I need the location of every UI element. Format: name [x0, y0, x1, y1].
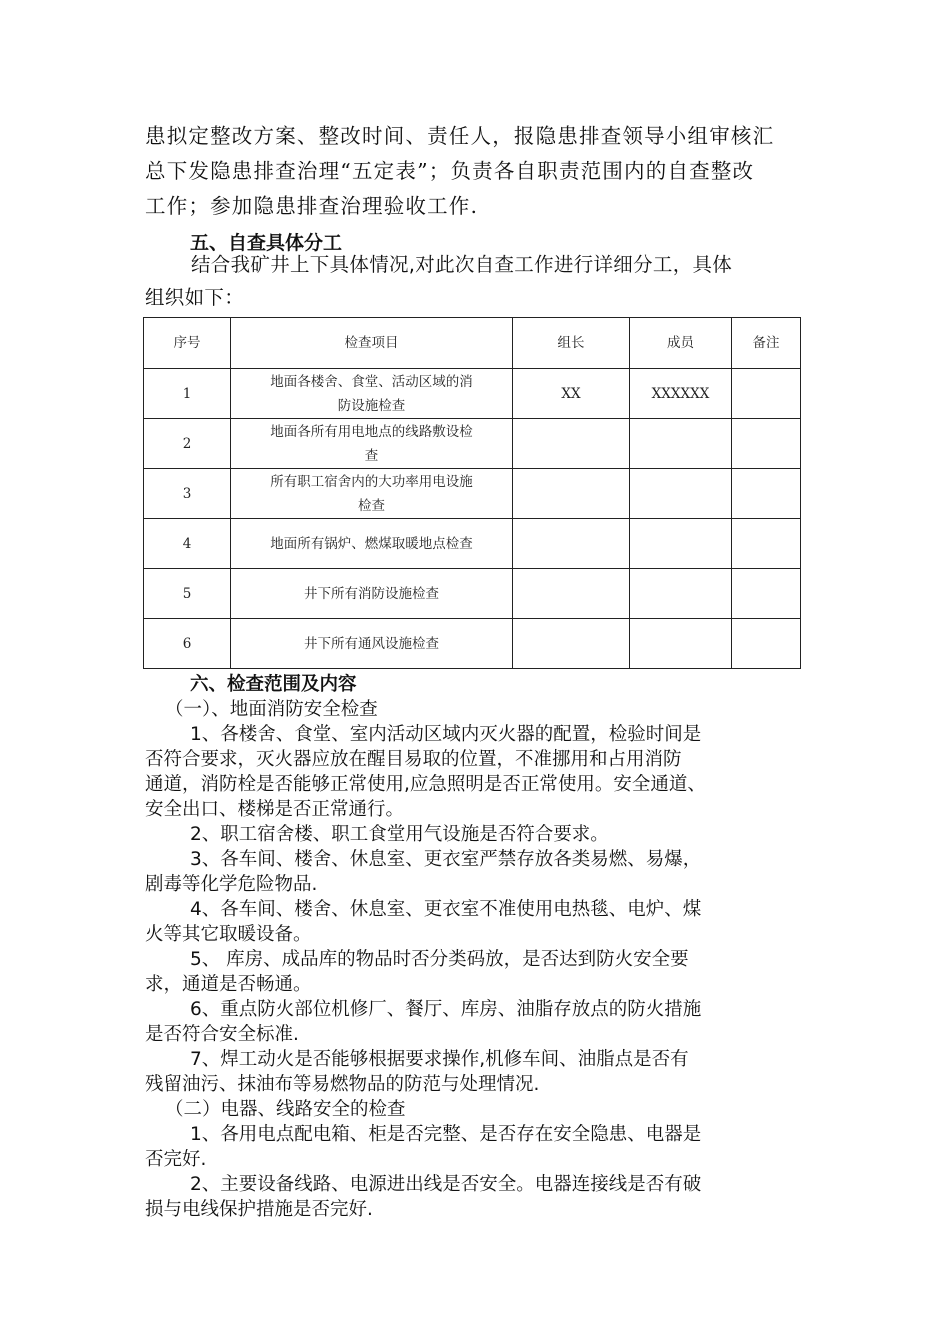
subsection-heading: （一）、地面消防安全检查 — [165, 699, 378, 720]
cell-members — [630, 469, 732, 519]
body-line: 2、主要设备线路、电源进出线是否安全。电器连接线是否有破 — [190, 1174, 702, 1195]
cell-members — [630, 619, 732, 669]
table-row — [144, 519, 801, 569]
table-header-row — [144, 318, 801, 369]
cell-no: 2 — [144, 419, 231, 469]
body-line: 否完好. — [145, 1149, 207, 1170]
body-line: 3、各车间、楼舍、休息室、更衣室严禁存放各类易燃、易爆， — [190, 849, 702, 870]
body-line: 损与电线保护措施是否完好. — [145, 1199, 373, 1220]
section-5-intro — [145, 248, 815, 314]
cell-note — [732, 519, 801, 569]
section-6-lines — [145, 697, 825, 1222]
cell-leader: XX — [513, 369, 630, 419]
body-line: 剧毒等化学危险物品. — [145, 874, 318, 895]
paragraph-line: 总下发隐患排查治理“五定表”；负责各自职责范围内的自查整改 — [145, 159, 755, 183]
cell-item: 井下所有通风设施检查 — [231, 619, 513, 669]
cell-note — [732, 569, 801, 619]
table-row — [144, 469, 801, 519]
body-line: 5、 库房、成品库的物品时否分类码放，是否达到防火安全要 — [190, 949, 689, 970]
assignment-table — [143, 317, 801, 669]
section-6-heading: 六、检查范围及内容 — [190, 674, 357, 695]
body-line: 火等其它取暖设备。 — [145, 924, 312, 945]
body-line: 4、各车间、楼舍、休息室、更衣室不准使用电热毯、电炉、煤 — [190, 899, 702, 920]
cell-no: 4 — [144, 519, 231, 569]
body-line: 否符合要求，灭火器应放在醒目易取的位置，不准挪用和占用消防 — [145, 749, 682, 770]
cell-members — [630, 519, 732, 569]
body-line: 1、各楼舍、食堂、室内活动区域内灭火器的配置，检验时间是 — [190, 724, 702, 745]
intro-paragraph — [145, 119, 815, 224]
cell-members: XXXXXX — [630, 369, 732, 419]
table-row — [144, 569, 801, 619]
paragraph-line: 工作；参加隐患排查治理验收工作. — [145, 194, 479, 218]
table-row — [144, 419, 801, 469]
cell-members — [630, 419, 732, 469]
cell-no: 3 — [144, 469, 231, 519]
cell-leader — [513, 519, 630, 569]
body-line: 通道，消防栓是否能够正常使用,应急照明是否正常使用。安全通道、 — [145, 774, 706, 795]
body-line: 是否符合安全标准. — [145, 1024, 299, 1045]
cell-leader — [513, 419, 630, 469]
table-row — [144, 619, 801, 669]
cell-note — [732, 419, 801, 469]
header-members: 成员 — [630, 318, 732, 369]
cell-no: 5 — [144, 569, 231, 619]
cell-item: 地面各楼舍、食堂、活动区域的消 防设施检查 — [231, 369, 513, 419]
cell-note — [732, 369, 801, 419]
table-row — [144, 369, 801, 419]
body-line: 6、重点防火部位机修厂、餐厅、库房、油脂存放点的防火措施 — [190, 999, 702, 1020]
body-line: 安全出口、楼梯是否正常通行。 — [145, 799, 405, 820]
cell-item: 井下所有消防设施检查 — [231, 569, 513, 619]
body-line: 1、各用电点配电箱、柜是否完整、是否存在安全隐患、电器是 — [190, 1124, 702, 1145]
cell-note — [732, 469, 801, 519]
cell-item: 地面各所有用电地点的线路敷设检 查 — [231, 419, 513, 469]
paragraph-line: 患拟定整改方案、整改时间、责任人，报隐患排查领导小组审核汇 — [145, 124, 775, 148]
section-6 — [145, 672, 825, 1222]
header-no: 序号 — [144, 318, 231, 369]
body-line: 求，通道是否畅通。 — [145, 974, 312, 995]
cell-item: 地面所有锅炉、燃煤取暖地点检查 — [231, 519, 513, 569]
body-line: 7、焊工动火是否能够根据要求操作,机修车间、油脂点是否有 — [190, 1049, 689, 1070]
cell-note — [732, 619, 801, 669]
paragraph-line: 组织如下： — [145, 286, 245, 309]
cell-leader — [513, 469, 630, 519]
paragraph-line: 结合我矿井上下具体情况,对此次自查工作进行详细分工，具体 — [191, 253, 733, 276]
subsection-heading: （二）电器、线路安全的检查 — [165, 1099, 406, 1120]
header-note: 备注 — [732, 318, 801, 369]
cell-no: 6 — [144, 619, 231, 669]
cell-leader — [513, 619, 630, 669]
body-line: 残留油污、抹油布等易燃物品的防范与处理情况. — [145, 1074, 540, 1095]
header-leader: 组长 — [513, 318, 630, 369]
cell-members — [630, 569, 732, 619]
header-item: 检查项目 — [231, 318, 513, 369]
body-line: 2、职工宿舍楼、职工食堂用气设施是否符合要求。 — [190, 824, 609, 845]
cell-leader — [513, 569, 630, 619]
section-5-heading: 五、自查具体分工 — [190, 232, 343, 254]
cell-no: 1 — [144, 369, 231, 419]
cell-item: 所有职工宿舍内的大功率用电设施 检查 — [231, 469, 513, 519]
